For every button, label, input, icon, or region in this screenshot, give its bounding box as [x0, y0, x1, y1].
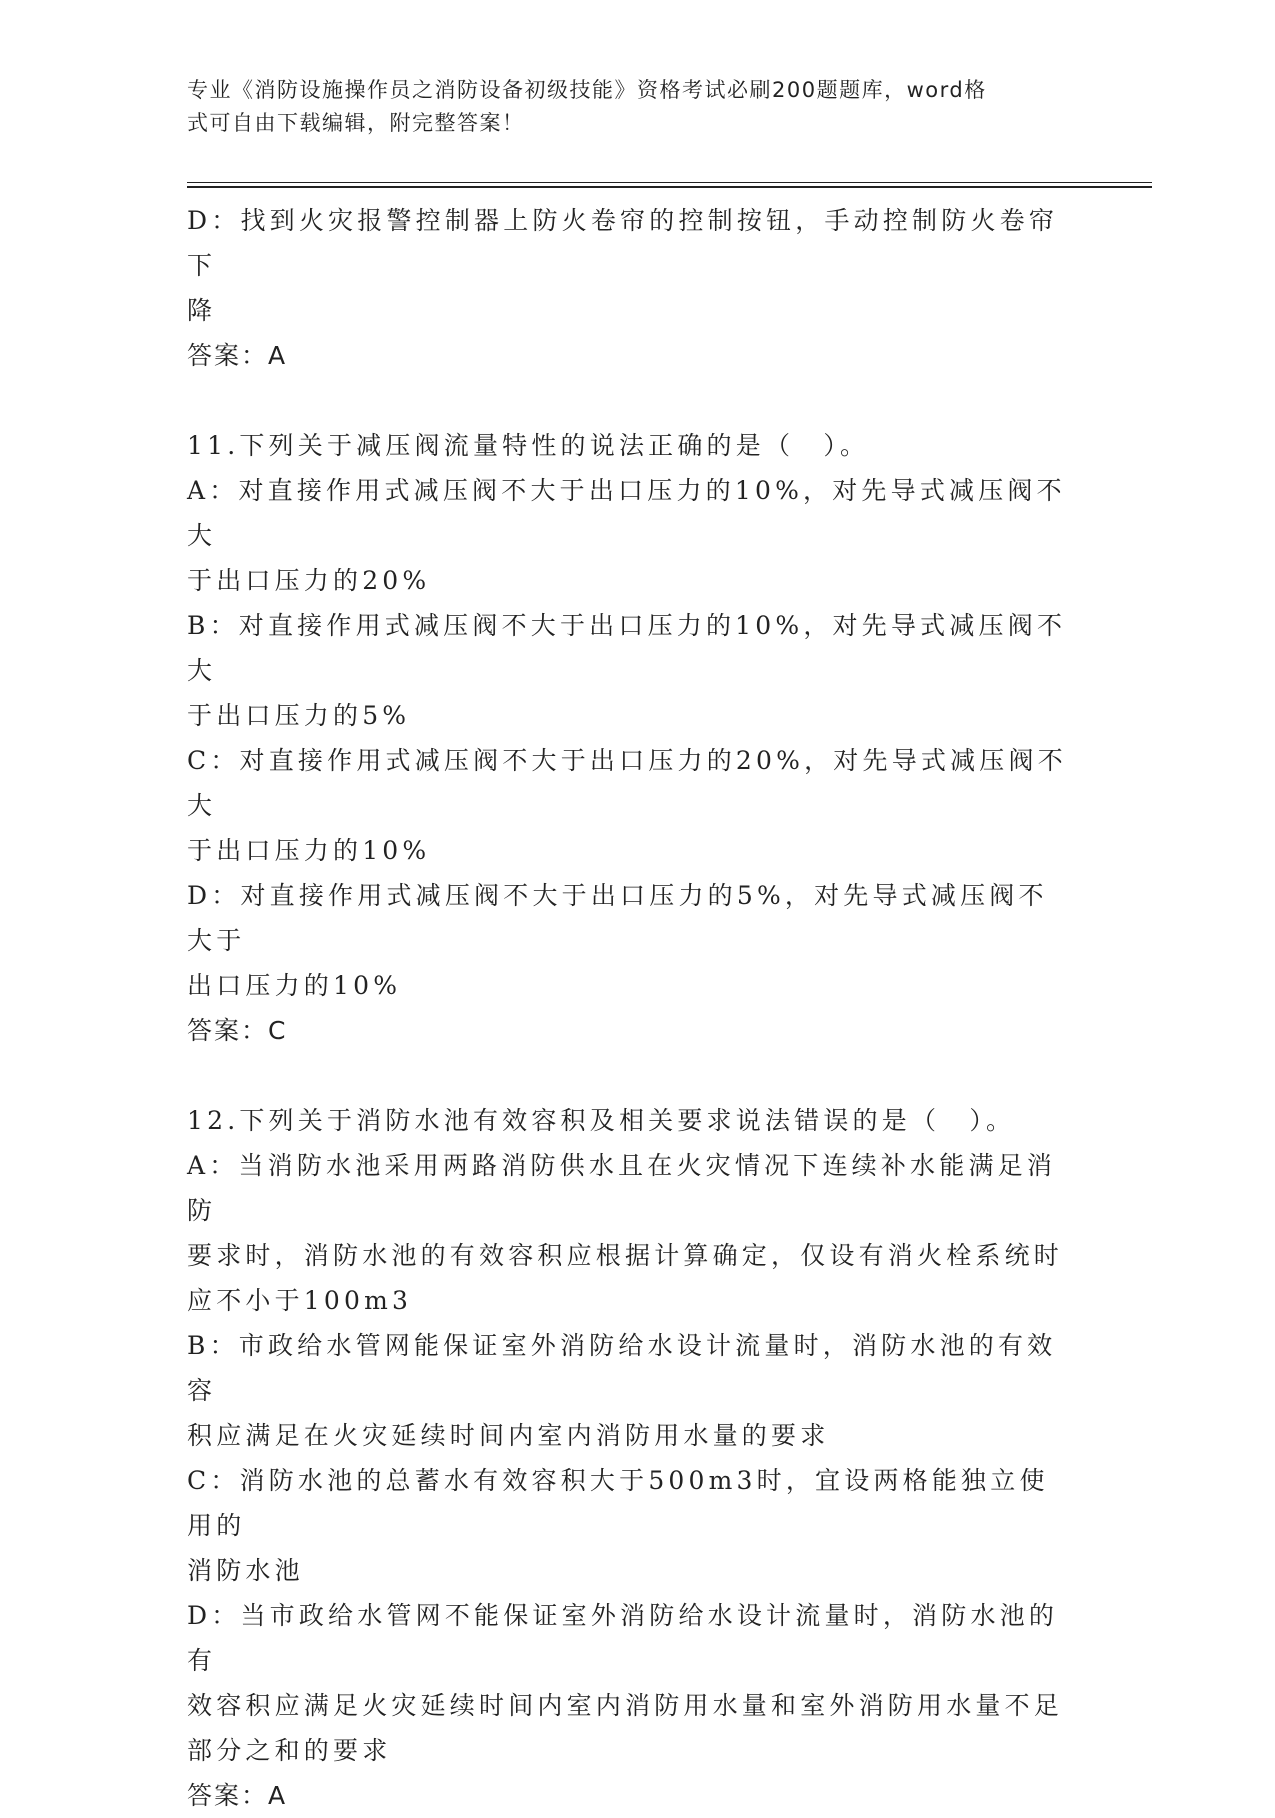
option-b-line-2: 积应满足在火灾延续时间内室内消防用水量的要求 — [187, 1421, 830, 1450]
option-a-line-1: A：当消防水池采用两路消防供水且在火灾情况下连续补水能满足消防 — [187, 1151, 1057, 1225]
option-d — [187, 873, 1067, 1008]
header-divider — [187, 182, 1152, 188]
option-a-line-3: 应不小于100m3 — [187, 1286, 413, 1315]
option-d-line-1: D：找到火灾报警控制器上防火卷帘的控制按钮，手动控制防火卷帘下 — [187, 206, 1059, 280]
header-divider-thin — [187, 182, 1152, 183]
option-a — [187, 1143, 1067, 1323]
question-content — [187, 198, 1067, 1818]
option-a-line-2: 于出口压力的20% — [187, 566, 431, 595]
option-b-line-2: 于出口压力的5% — [187, 701, 411, 730]
option-c — [187, 738, 1067, 873]
spacer — [187, 378, 1067, 423]
option-c — [187, 1458, 1067, 1593]
option-b-line-1: B：市政给水管网能保证室外消防给水设计流量时，消防水池的有效容 — [187, 1331, 1057, 1405]
option-c-line-2: 于出口压力的10% — [187, 836, 431, 865]
spacer — [187, 1053, 1067, 1098]
question-stem: 11.下列关于减压阀流量特性的说法正确的是（ ）。 — [187, 431, 870, 460]
header-title-line-2: 式可自由下载编辑，附完整答案！ — [187, 111, 525, 135]
option-d — [187, 1593, 1067, 1773]
document-page — [187, 0, 1157, 1818]
option-a — [187, 468, 1067, 603]
option-d-line-2: 出口压力的10% — [187, 971, 402, 1000]
answer-line: 答案：A — [187, 341, 288, 370]
previous-question-tail — [187, 198, 1067, 378]
option-d-line-3: 部分之和的要求 — [187, 1736, 392, 1765]
option-b — [187, 603, 1067, 738]
answer-line: 答案：C — [187, 1016, 288, 1045]
question-12 — [187, 1098, 1067, 1818]
option-b — [187, 1323, 1067, 1458]
option-d-line-1: D：对直接作用式减压阀不大于出口压力的5%，对先导式减压阀不大于 — [187, 881, 1048, 955]
question-stem: 12.下列关于消防水池有效容积及相关要求说法错误的是（ ）。 — [187, 1106, 1016, 1135]
page-header — [187, 0, 1087, 140]
option-d-line-2: 效容积应满足火灾延续时间内室内消防用水量和室外消防用水量不足 — [187, 1691, 1064, 1720]
question-11 — [187, 423, 1067, 1053]
option-a-line-2: 要求时，消防水池的有效容积应根据计算确定，仅设有消火栓系统时 — [187, 1241, 1064, 1270]
option-c-line-2: 消防水池 — [187, 1556, 304, 1585]
header-title-line-1: 专业《消防设施操作员之消防设备初级技能》资格考试必刷200题题库，word格 — [187, 78, 987, 102]
option-d-line-2: 降 — [187, 296, 217, 325]
option-c-line-1: C：对直接作用式减压阀不大于出口压力的20%，对先导式减压阀不大 — [187, 746, 1067, 820]
option-c-line-1: C：消防水池的总蓄水有效容积大于500m3时，宜设两格能独立使用的 — [187, 1466, 1049, 1540]
option-a-line-1: A：对直接作用式减压阀不大于出口压力的10%，对先导式减压阀不大 — [187, 476, 1066, 550]
header-divider-thick — [187, 186, 1152, 188]
option-b-line-1: B：对直接作用式减压阀不大于出口压力的10%，对先导式减压阀不大 — [187, 611, 1067, 685]
option-d-line-1: D：当市政给水管网不能保证室外消防给水设计流量时，消防水池的有 — [187, 1601, 1059, 1675]
answer-line: 答案：A — [187, 1781, 288, 1810]
